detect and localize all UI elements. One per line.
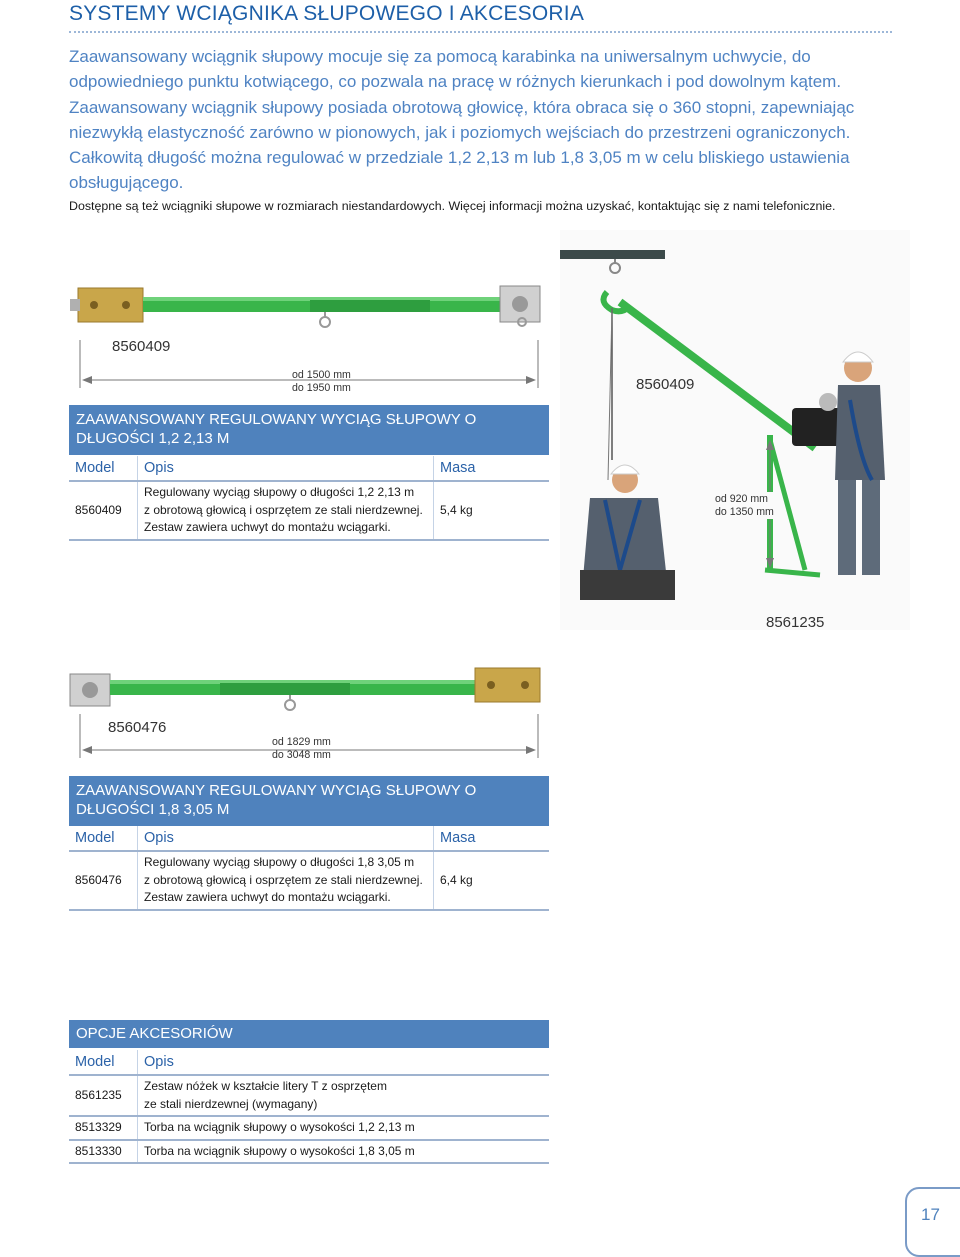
page-number: 17 xyxy=(921,1205,940,1224)
table3-description xyxy=(138,1075,550,1116)
table1-header-row xyxy=(69,456,549,481)
table-row xyxy=(69,1140,549,1164)
figure2-dimension xyxy=(272,736,331,761)
table1-desc-line3: Zestaw zawiera uchwyt do montażu wciągarki. xyxy=(144,520,391,534)
table3 xyxy=(69,1050,549,1164)
table2-desc-line3: Zestaw zawiera uchwyt do montażu wciągarki. xyxy=(144,890,391,904)
table1 xyxy=(69,456,549,541)
photo-code-bottom: 8561235 xyxy=(766,614,825,631)
figure1-dim-max: do 1950 mm xyxy=(292,381,351,394)
table1-title: ZAAWANSOWANY REGULOWANY WYCIĄG SŁUPOWY O DŁUGOŚCI 1,2 2,13 M xyxy=(69,405,549,455)
table1-desc-line1: Regulowany wyciąg słupowy o długości 1,2 2,13 m xyxy=(144,485,415,499)
photo-dimension xyxy=(713,492,776,519)
table3-description: Torba na wciągnik słupowy o wysokości 1,2 2,13 m xyxy=(138,1116,550,1140)
figure1-code: 8560409 xyxy=(112,338,171,355)
davit-in-use-photo xyxy=(560,230,910,630)
page-title: SYSTEMY WCIĄGNIKA SŁUPOWEGO I AKCESORIA xyxy=(69,2,585,25)
table2 xyxy=(69,826,549,911)
table-row xyxy=(69,851,549,910)
table3-header-model: Model xyxy=(69,1050,138,1075)
table1-mass: 5,4 kg xyxy=(434,481,550,540)
table1-desc-line2: z obrotową głowicą i osprzętem ze stali nierdzewnej. xyxy=(144,502,423,517)
table2-header-model: Model xyxy=(69,826,138,851)
table-row xyxy=(69,481,549,540)
photo-code-top: 8560409 xyxy=(636,376,695,393)
table2-mass: 6,4 kg xyxy=(434,851,550,910)
table2-description xyxy=(138,851,434,910)
table-row xyxy=(69,1116,549,1140)
table3-description: Torba na wciągnik słupowy o wysokości 1,8 3,05 m xyxy=(138,1140,550,1164)
table2-header-row xyxy=(69,826,549,851)
table3-header-description: Opis xyxy=(138,1050,550,1075)
table1-header-description: Opis xyxy=(138,456,434,481)
intro-text xyxy=(69,44,909,196)
intro-sentence-3: Całkowitą długość można regulować w przedziale 1,2 2,13 m lub 1,8 3,05 m w celu bliskiego ustawienia obsługującego. xyxy=(69,148,850,193)
table2-header-description: Opis xyxy=(138,826,434,851)
table2-desc-line2: z obrotową głowicą i osprzętem ze stali nierdzewnej. xyxy=(144,872,423,887)
table3-title: OPCJE AKCESORIÓW xyxy=(69,1020,549,1048)
davit-boom-8560476-image xyxy=(70,660,550,715)
photo-dim-max: do 1350 mm xyxy=(715,505,774,518)
table3-model: 8561235 xyxy=(69,1075,138,1116)
table2-model: 8560476 xyxy=(69,851,138,910)
table2-title: ZAAWANSOWANY REGULOWANY WYCIĄG SŁUPOWY O DŁUGOŚCI 1,8 3,05 M xyxy=(69,776,549,826)
table3-model: 8513330 xyxy=(69,1140,138,1164)
table1-header-mass: Masa xyxy=(434,456,550,481)
davit-boom-8560409-image xyxy=(70,280,550,335)
table3-model: 8513329 xyxy=(69,1116,138,1140)
figure2-code: 8560476 xyxy=(108,719,167,736)
custom-size-note: Dostępne są też wciągniki słupowe w rozmiarach niestandardowych. Więcej informacji można uzyskać, kontaktując się z nami telefonicznie. xyxy=(69,199,836,213)
table2-desc-line1: Regulowany wyciąg słupowy o długości 1,8 3,05 m xyxy=(144,855,415,869)
table1-description xyxy=(138,481,434,540)
table3-desc-line2: ze stali nierdzewnej (wymagany) xyxy=(144,1096,318,1111)
table3-header-row xyxy=(69,1050,549,1075)
intro-sentence-1: Zaawansowany wciągnik słupowy mocuje się za pomocą karabinka na uniwersalnym uchwycie, do odpowiedniego punktu kotwiącego, co pozwala na pracę w różnych kierunkach i pod dowolnym kątem. xyxy=(69,47,842,92)
figure2-dim-max: do 3048 mm xyxy=(272,748,331,761)
title-divider xyxy=(69,31,892,33)
photo-dim-min: od 920 mm xyxy=(715,493,768,505)
figure1-dim-min: od 1500 mm xyxy=(292,369,351,381)
figure1-dimension xyxy=(292,369,351,394)
table-row xyxy=(69,1075,549,1116)
figure2-dim-min: od 1829 mm xyxy=(272,736,331,748)
intro-sentence-2: Zaawansowany wciągnik słupowy posiada obrotową głowicę, która obraca się o 360 stopni, zapewniając niezwykłą elastyczność zarówno w pionowych, jak i poziomych wejściach do przestrzeni ograniczonych. xyxy=(69,97,855,142)
table1-model: 8560409 xyxy=(69,481,138,540)
table1-header-model: Model xyxy=(69,456,138,481)
table3-desc-line1: Zestaw nóżek w kształcie litery T z osprzętem xyxy=(144,1079,387,1093)
table2-header-mass: Masa xyxy=(434,826,550,851)
